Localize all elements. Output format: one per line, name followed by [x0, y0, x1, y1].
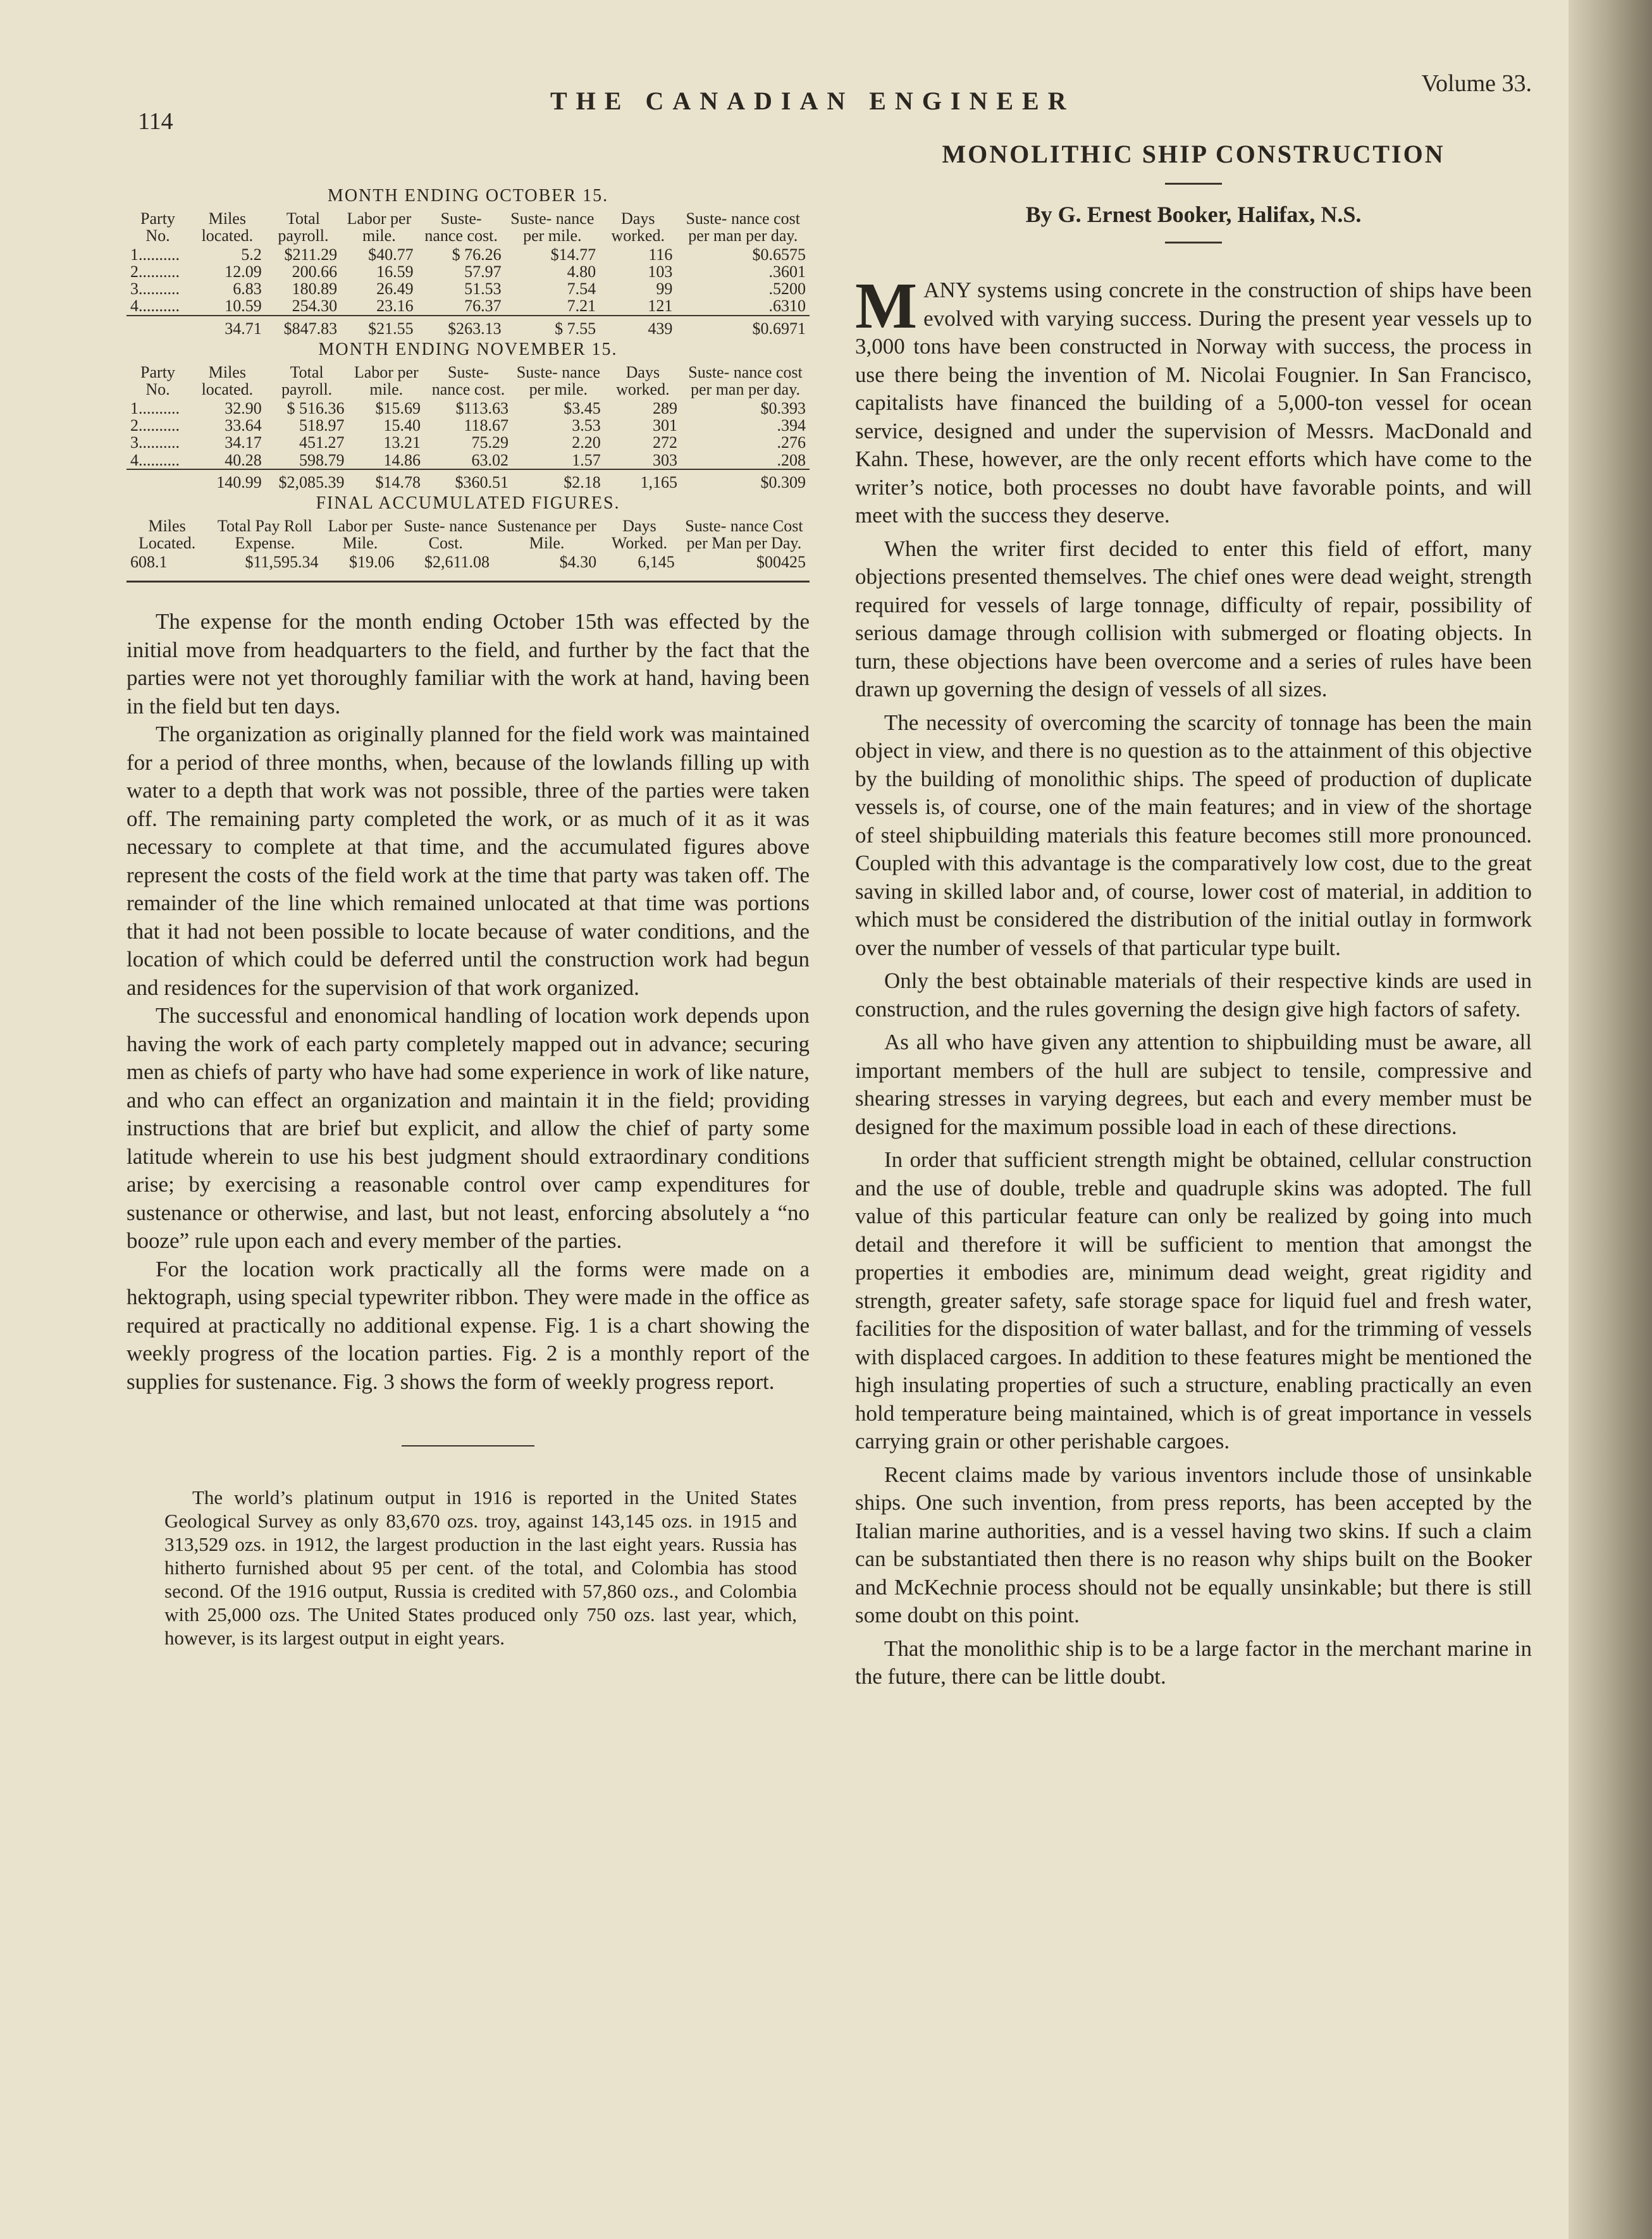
column-header: Suste- nance per mile.: [516, 363, 600, 399]
table-cell: $2,611.08: [424, 552, 490, 571]
table-cell: $4.30: [559, 552, 597, 571]
platinum-note: [126, 1486, 810, 1650]
paragraph: The necessity of overcoming the scarcity of tonnage has been the main object in view, and there is no question as to the attainment of this objective by the building of monolithic ships. The speed of production of duplicate vessels is, of course, one of the main features; and in view of the shortage of steel shipbuilding materials this feature becomes still more pronounced. Coupled with this advantage is the comparatively low cost, due to the great saving in skilled labor and, of course, lower cost of material, in addition to which must be considered the distribution of the initial outlay in formwork over the number of vessels of that particular type built.: [855, 710, 1532, 960]
table-cell: 99: [656, 280, 673, 299]
table-cell: 1,165: [605, 469, 681, 491]
table-cell: 608.1: [130, 552, 168, 571]
table-cell: 4..........: [130, 297, 180, 316]
page-number: 114: [138, 108, 173, 135]
table-cell: $263.13: [417, 316, 505, 337]
table-cell: $0.309: [681, 469, 810, 491]
right-column: [855, 139, 1532, 1691]
column-header: Suste- nance cost per man per day.: [688, 363, 803, 399]
table-cell: 301: [653, 416, 678, 435]
table-bottom-rule: [126, 581, 810, 583]
table-cell: 63.02: [471, 450, 509, 469]
table-cell: [126, 316, 189, 337]
note-paragraph: The world’s platinum output in 1916 is reported in the United States Geological Survey as only 83,670 ozs. troy, against 143,145 ozs. in 1915 and 313,529 ozs. in 1912, the largest production in the last eight years. Russia has hitherto furnished about 95 per cent. of the total, and Colombia has stood second. Of the 1916 output, Russia is credited with 57,860 ozs., and Colombia with 25,000 ozs. The United States produced only 750 ozs. last year, which, however, is its largest output in eight years.: [164, 1486, 797, 1650]
table-cell: .276: [777, 433, 806, 452]
table-cell: .208: [777, 450, 806, 469]
table-cell: 200.66: [292, 262, 338, 281]
table-cell: 103: [648, 262, 673, 281]
paragraph: In order that sufficient strength might be obtained, cellular construction and the use of double, treble and quadruple skins was adopted. The full value of this particular feature can only be realized by going into much detail and therefore it will be sufficient to mention that amongst the properties it embodies are, minimum dead weight, great rigidity and strength, greater safety, safe storage space for liquid fuel and fresh water, facilities for the disposition of water ballast, and for the trimming of vessels with displaced cargoes. In addition to these features might be mentioned the high insulating properties of such a structure, enabling practically an even hold temperature being maintained, which is of great importance in vessels carrying grain or other perishable cargoes.: [855, 1147, 1532, 1453]
survey-cost-tables: [126, 186, 810, 583]
table-cell: [126, 469, 189, 491]
table-cell: $ 516.36: [287, 398, 345, 417]
table-cell: 1.57: [572, 450, 601, 469]
column-header: Suste- nance cost per man per day.: [686, 209, 800, 245]
column-header: Suste- nance cost.: [424, 209, 498, 245]
table-cell: .6310: [768, 297, 806, 316]
table-cell: 51.53: [464, 280, 502, 299]
page-edge-shadow: [1569, 0, 1652, 2239]
column-header: Miles located.: [201, 363, 254, 399]
table-cell: 3.53: [572, 416, 601, 435]
table-cell: 75.29: [471, 433, 509, 452]
paragraph: When the writer first decided to enter this field of effort, many objections presented themselves. The chief ones were dead weight, strength required for vessels of large tonnage, difficulty of repair, possibility of serious damage through collision with submerged or floating objects. In turn, these objections have been overcome and a series of rules have been drawn up governing the design of vessels of all sizes.: [855, 536, 1532, 701]
table-cell: 518.97: [299, 416, 345, 435]
november-table-title: MONTH ENDING NOVEMBER 15.: [318, 340, 618, 360]
final-table-title: FINAL ACCUMULATED FIGURES.: [316, 493, 620, 514]
table-row: [126, 552, 810, 571]
column-header: Party No.: [140, 209, 175, 245]
page-header: [126, 70, 1538, 139]
table-row: [126, 398, 810, 417]
column-header: Miles Located.: [138, 517, 196, 553]
table-cell: 254.30: [292, 297, 338, 316]
table-cell: 272: [653, 433, 678, 452]
column-header: Party No.: [140, 363, 175, 399]
table-cell: 16.59: [376, 262, 414, 281]
table-row: [126, 434, 810, 451]
table-cell: $0.6575: [752, 245, 806, 264]
table-cell: 598.79: [299, 450, 345, 469]
column-header: Days worked.: [616, 363, 670, 399]
first-paragraph-text: ANY systems using concrete in the construction of ships have been evolved with varying success. During the present year vessels up to 3,000 tons have been constructed in Norway with success, the process in use there being the invention of M. Nicolai Fougnier. In San Francisco, capitalists have financed the building of a 5,000-ton vessel for ocean service, designed and under the supervision of Messrs. MacDonald and Kahn. These, however, are the only recent efforts which have come to the writer’s notice, both processes no doubt have favorable points, and will meet with the success they deserve.: [855, 278, 1532, 527]
table-cell: 5.2: [241, 245, 262, 264]
table-cell: $360.51: [424, 469, 512, 491]
byline-rule: [1165, 242, 1222, 244]
paragraph: The successful and enonomical handling of location work depends upon having the work of each party completely mapped out in advance; securing men as chiefs of party who have had some experience in work of like nature, and who can effect an organization and maintain it in the field; providing instructions that are brief but explicit, and allow the chief of party some latitude wherein to use his best judgment should extraordinary conditions arise; by exercising a reasonable control over camp expenditures for sustenance or otherwise, and last, but not least, enforcing absolutely a “no booze” rule upon each and every member of the parties.: [126, 1003, 810, 1254]
column-header: Days worked.: [611, 209, 665, 245]
table-cell: .394: [777, 416, 806, 435]
table-cell: 118.67: [464, 416, 509, 435]
table-cell: $2.18: [512, 469, 605, 491]
table-cell: 451.27: [299, 433, 345, 452]
table-cell: .3601: [768, 262, 806, 281]
table-cell: 12.09: [225, 262, 262, 281]
table-total-row: [126, 316, 810, 337]
paragraph: The organization as originally planned for the field work was maintained for a period of three months, when, because of the lowlands filling up with water to a depth that work was not possible, three of the parties were taken off. The remaining party completed the work, or as much of it as it was necessary to complete at that time, and the accumulated figures above represent the costs of the field work at the time that party was taken off. The remainder of the line which remained unlocated at that time was portions that it had not been possible to locate because of water conditions, and the location of which could be deferred until the construction work had begun and residences for the supervision of that work organized.: [126, 722, 810, 1000]
table-row: [126, 417, 810, 434]
table-cell: 2..........: [130, 262, 180, 281]
table-cell: 289: [653, 398, 678, 417]
column-header: Days Worked.: [611, 517, 668, 553]
column-header: Suste- nance Cost per Man per Day.: [685, 517, 803, 553]
section-separator: [402, 1445, 534, 1446]
table-cell: 13.21: [383, 433, 421, 452]
table-header-row: [126, 210, 810, 245]
column-header: Suste- nance Cost.: [404, 517, 488, 553]
paragraph: Recent claims made by various inventors include those of unsinkable ships. One such invention, from press reports, has been accepted by the Italian marine authorities, and is a vessel having two skins. If such a claim can be substantiated then there is no reason why ships built on the Booker and McKechnie process should not be equally unsinkable; but there is still some doubt on this point.: [855, 1462, 1532, 1627]
table-cell: 116: [648, 245, 673, 264]
left-article-body: [126, 608, 810, 1396]
table-cell: 7.54: [567, 280, 596, 299]
table-row: [126, 263, 810, 280]
column-header: Suste- nance cost.: [431, 363, 505, 399]
table-cell: 33.64: [225, 416, 262, 435]
table-header-row: [126, 517, 810, 552]
october-table-title: MONTH ENDING OCTOBER 15.: [327, 186, 609, 206]
article-byline: By G. Ernest Booker, Halifax, N.S.: [1025, 202, 1362, 227]
table-cell: 2.20: [572, 433, 601, 452]
column-header: Labor per Mile.: [328, 517, 393, 553]
left-column: [126, 183, 810, 1650]
table-cell: $0.6971: [676, 316, 810, 337]
paragraph: Only the best obtainable materials of their respective kinds are used in construction, and the rules governing the design give high factors of safety.: [855, 968, 1532, 1021]
table-cell: 23.16: [376, 297, 414, 316]
column-header: Labor per mile.: [354, 363, 419, 399]
right-article-body: [855, 269, 1532, 1691]
table-cell: $113.63: [455, 398, 509, 417]
title-rule: [1165, 183, 1222, 185]
table-cell: 32.90: [225, 398, 262, 417]
table-cell: 10.59: [225, 297, 262, 316]
paragraph: The expense for the month ending October 15th was effected by the initial move from headquarters to the field, and further by the fact that the parties were not yet thoroughly familiar with the work at hand, having been in the field but ten days.: [126, 609, 810, 719]
table-cell: 7.21: [567, 297, 596, 316]
table-cell: 2..........: [130, 416, 180, 435]
november-table: [126, 364, 810, 491]
table-row: [126, 245, 810, 263]
table-cell: $14.77: [550, 245, 596, 264]
table-cell: 34.71: [189, 316, 266, 337]
final-table: [126, 517, 810, 571]
table-cell: 121: [648, 297, 673, 316]
table-cell: 14.86: [383, 450, 421, 469]
table-cell: $00425: [756, 552, 806, 571]
table-cell: 34.17: [225, 433, 262, 452]
table-cell: $14.78: [348, 469, 425, 491]
drop-cap: M: [855, 269, 918, 342]
table-row: [126, 280, 810, 297]
table-cell: 6,145: [638, 552, 675, 571]
table-cell: $2,085.39: [266, 469, 348, 491]
table-cell: 76.37: [464, 297, 502, 316]
table-cell: $ 7.55: [505, 316, 600, 337]
column-header: Miles located.: [201, 209, 254, 245]
table-cell: $11,595.34: [245, 552, 319, 571]
column-header: Total Pay Roll Expense.: [217, 517, 312, 553]
paragraph: [855, 269, 1532, 530]
column-header: Suste- nance per mile.: [510, 209, 595, 245]
volume-label: Volume 33.: [1421, 70, 1532, 97]
table-cell: 439: [600, 316, 676, 337]
paragraph: That the monolithic ship is to be a large factor in the merchant marine in the future, there can be little doubt.: [855, 1636, 1532, 1689]
table-cell: 140.99: [189, 469, 266, 491]
table-header-row: [126, 364, 810, 398]
table-cell: 3..........: [130, 433, 180, 452]
table-cell: $3.45: [564, 398, 601, 417]
table-cell: .5200: [768, 280, 806, 299]
table-cell: 15.40: [383, 416, 421, 435]
table-cell: 57.97: [464, 262, 502, 281]
table-row: [126, 297, 810, 315]
table-cell: 1..........: [130, 245, 180, 264]
running-title: THE CANADIAN ENGINEER: [550, 87, 1075, 115]
table-cell: 40.28: [225, 450, 262, 469]
table-cell: 180.89: [292, 280, 338, 299]
october-table: [126, 210, 810, 337]
table-cell: $19.06: [348, 552, 395, 571]
table-cell: 4..........: [130, 450, 180, 469]
paragraph: As all who have given any attention to shipbuilding must be aware, all important members of the hull are subject to tensile, compressive and shearing stresses in varying degrees, but each and every member must be designed for the maximum possible load in each of these directions.: [855, 1030, 1532, 1139]
table-cell: 4.80: [567, 262, 596, 281]
table-total-row: [126, 469, 810, 491]
table-cell: $ 76.26: [452, 245, 502, 264]
table-row: [126, 452, 810, 469]
table-cell: $211.29: [284, 245, 338, 264]
table-cell: 1..........: [130, 398, 180, 417]
table-cell: $847.83: [266, 316, 341, 337]
table-cell: $15.69: [375, 398, 421, 417]
table-cell: 26.49: [376, 280, 414, 299]
table-cell: $21.55: [341, 316, 417, 337]
column-header: Sustenance per Mile.: [497, 517, 596, 553]
table-cell: 303: [653, 450, 678, 469]
column-header: Total payroll.: [281, 363, 333, 399]
table-cell: $40.77: [368, 245, 414, 264]
column-header: Total payroll.: [278, 209, 329, 245]
table-cell: $0.393: [760, 398, 806, 417]
article-title: MONOLITHIC SHIP CONSTRUCTION: [942, 140, 1445, 168]
table-cell: 6.83: [233, 280, 262, 299]
column-header: Labor per mile.: [347, 209, 412, 245]
paragraph: For the location work practically all the forms were made on a hektograph, using special typewriter ribbon. They were made in the office as required at practically no additional expense. Fig. 1 is a chart showing the weekly progress of the location parties. Fig. 2 is a monthly report of the supplies for sustenance. Fig. 3 shows the form of weekly progress report.: [126, 1256, 810, 1394]
table-cell: 3..........: [130, 280, 180, 299]
